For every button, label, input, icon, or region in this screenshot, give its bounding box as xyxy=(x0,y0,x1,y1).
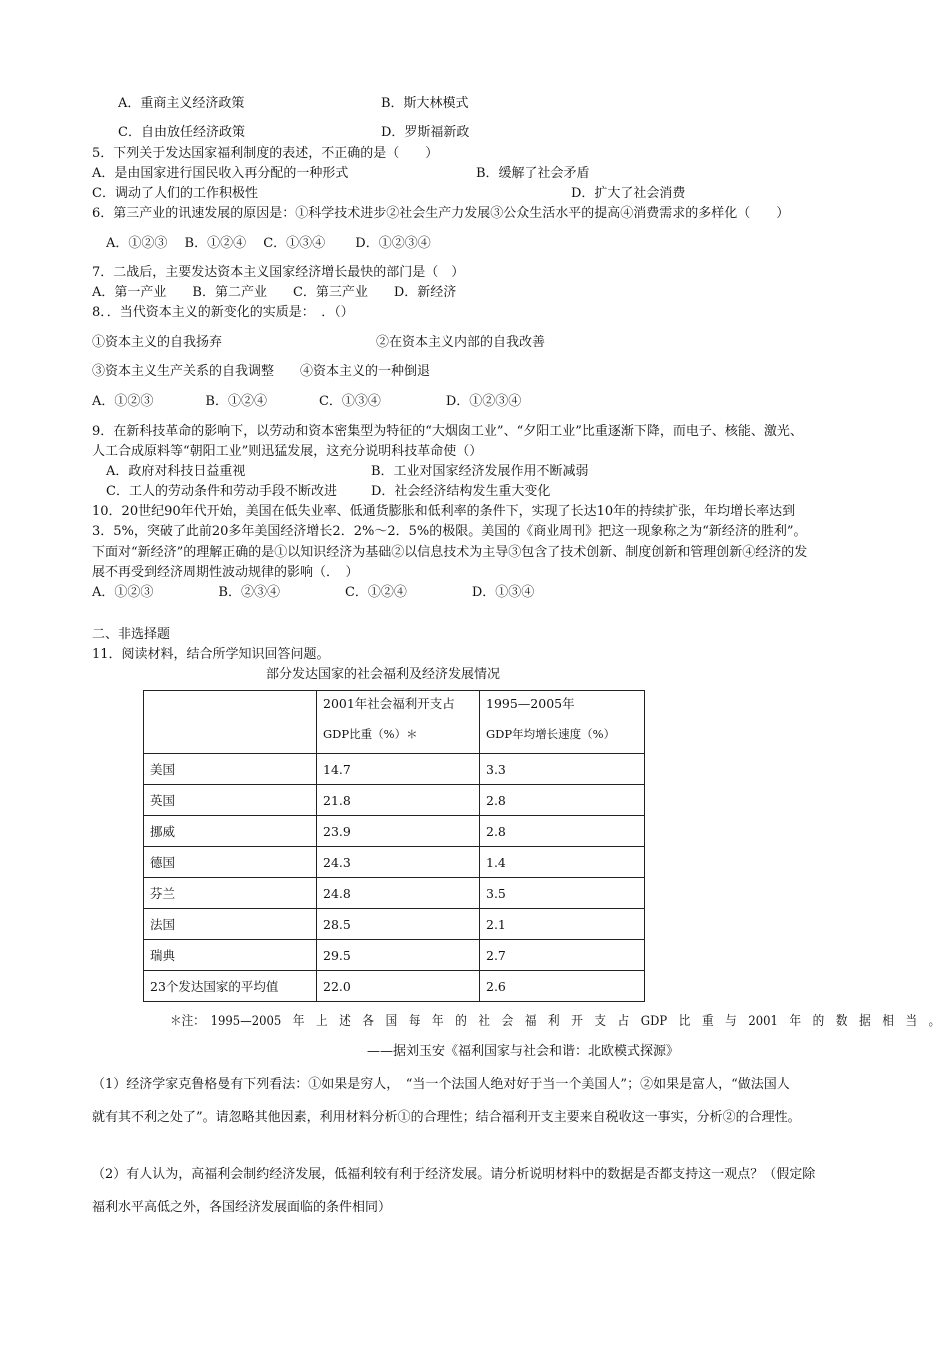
growth-cell: 2.1 xyxy=(480,909,645,940)
country-cell: 英国 xyxy=(144,785,317,816)
country-cell: 23个发达国家的平均值 xyxy=(144,971,317,1002)
text-line: B．缓解了社会矛盾 xyxy=(476,166,590,181)
text-line: （2）有人认为，高福利会制约经济发展，低福利较有利于经济发展。请分析说明材料中的数据是否都支持这一观点？（假定除 xyxy=(92,1167,816,1182)
text-line: A．第一产业 B．第二产业 C．第三产业 D．新经济 xyxy=(92,285,457,300)
table-row xyxy=(144,909,645,940)
growth-cell: 2.8 xyxy=(480,785,645,816)
text-line: C．调动了人们的工作积极性 xyxy=(92,186,258,201)
text-line: 11．阅读材料，结合所学知识回答问题。 xyxy=(92,647,330,662)
table-row xyxy=(144,785,645,816)
text-line: （1）经济学家克鲁格曼有下列看法：①如果是穷人， “当一个法国人绝对好于当一个美国人”；②如果是富人，“做法国人 xyxy=(92,1077,790,1092)
table-row xyxy=(144,754,645,785)
country-cell: 美国 xyxy=(144,754,317,785)
text-line: 3．5%，突破了此前20多年美国经济增长2．2%～2．5%的极限。美国的《商业周刊》把这一现象称之为“新经济的胜利”。 xyxy=(92,524,807,539)
country-cell: 德国 xyxy=(144,847,317,878)
text-line: 7．二战后，主要发达资本主义国家经济增长最快的部门是（ ） xyxy=(92,265,465,280)
text-line: A．是由国家进行国民收入再分配的一种形式 xyxy=(92,166,349,181)
text-line: ＊注： 1995—2005 年 上 述 各 国 每 年 的 社 会 福 利 开 支 占 GDP 比 重 与 2001 年 的 数 据 相 当 。 xyxy=(170,1014,941,1029)
text-line: 6．第三产业的讯速发展的原因是：①科学技术进步②社会生产力发展③公众生活水平的提高④消费需求的多样化（ ） xyxy=(92,206,790,221)
text-line: A．①②③ B．②③④ C．①②④ D．①③④ xyxy=(92,585,535,600)
growth-cell: 3.3 xyxy=(480,754,645,785)
welfare-table xyxy=(143,690,645,1002)
country-cell: 挪威 xyxy=(144,816,317,847)
text-line: B．工业对国家经济发展作用不断减弱 xyxy=(371,464,589,479)
header-country-cell xyxy=(144,691,317,754)
table-header-row xyxy=(144,691,645,754)
text-line: 人工合成原料等“朝阳工业”则迅猛发展，这充分说明科技革命使（） xyxy=(92,444,483,459)
text-line: 展不再受到经济周期性波动规律的影响（． ） xyxy=(92,565,359,580)
header-growth-line1: 1995—2005年 xyxy=(486,696,575,711)
table-row xyxy=(144,816,645,847)
text-line: 10．20世纪90年代开始，美国在低失业率、低通货膨胀和低利率的条件下，实现了长达10年的持续扩张，年均增长率达到 xyxy=(92,504,796,519)
text-line: ③资本主义生产关系的自我调整 ④资本主义的一种倒退 xyxy=(92,364,431,379)
header-growth-line2: GDP年均增长速度（%） xyxy=(486,727,616,741)
text-line: C．工人的劳动条件和劳动手段不断改进 xyxy=(106,484,337,499)
text-line: A．政府对科技日益重视 xyxy=(106,464,246,479)
header-welfare-cell xyxy=(317,691,480,754)
text-line: B．斯大林模式 xyxy=(381,96,469,111)
table-row xyxy=(144,878,645,909)
table-row xyxy=(144,847,645,878)
welfare-cell: 24.3 xyxy=(317,847,480,878)
text-line: D．扩大了社会消费 xyxy=(571,186,686,201)
text-line: 5．下列关于发达国家福利制度的表述，不正确的是（ ） xyxy=(92,146,439,161)
text-line: A．①②③ B．①②④ C．①③④ D．①②③④ xyxy=(106,236,431,251)
text-line: D．罗斯福新政 xyxy=(381,125,470,140)
welfare-cell: 14.7 xyxy=(317,754,480,785)
text-line: C．自由放任经济政策 xyxy=(118,125,245,140)
growth-cell: 2.8 xyxy=(480,816,645,847)
text-line: 9．在新科技革命的影响下，以劳动和资本密集型为特征的“大烟囱工业”、“夕阳工业”比重逐渐下降，而电子、核能、激光、 xyxy=(92,424,803,439)
table-row xyxy=(144,971,645,1002)
welfare-cell: 23.9 xyxy=(317,816,480,847)
country-cell: 芬兰 xyxy=(144,878,317,909)
text-line: 二、非选择题 xyxy=(92,627,171,642)
welfare-cell: 28.5 xyxy=(317,909,480,940)
header-welfare-line1: 2001年社会福利开支占 xyxy=(323,696,455,711)
text-line: A．重商主义经济政策 xyxy=(118,96,245,111)
welfare-cell: 22.0 xyxy=(317,971,480,1002)
text-line: 下面对“新经济”的理解正确的是①以知识经济为基础②以信息技术为主导③包含了技术创新、制度创新和管理创新④经济的发 xyxy=(92,545,808,560)
text-line: ①资本主义的自我扬弃 xyxy=(92,335,223,350)
text-line: ②在资本主义内部的自我改善 xyxy=(376,335,546,350)
text-line: 部分发达国家的社会福利及经济发展情况 xyxy=(266,667,501,682)
header-growth-cell xyxy=(480,691,645,754)
text-line: D．社会经济结构发生重大变化 xyxy=(371,484,551,499)
text-line: ——据刘玉安《福利国家与社会和谐：北欧模式探源》 xyxy=(367,1044,680,1059)
country-cell: 法国 xyxy=(144,909,317,940)
welfare-cell: 29.5 xyxy=(317,940,480,971)
growth-cell: 2.6 xyxy=(480,971,645,1002)
header-welfare-line2: GDP比重（%）＊ xyxy=(323,727,418,741)
text-line: 福利水平高低之外，各国经济发展面临的条件相同） xyxy=(92,1200,392,1215)
table-row xyxy=(144,940,645,971)
growth-cell: 2.7 xyxy=(480,940,645,971)
growth-cell: 3.5 xyxy=(480,878,645,909)
text-line: 8．．当代资本主义的新变化的实质是： ．（） xyxy=(92,305,354,320)
welfare-cell: 21.8 xyxy=(317,785,480,816)
text-line: A．①②③ B．①②④ C．①③④ D．①②③④ xyxy=(92,394,522,409)
welfare-cell: 24.8 xyxy=(317,878,480,909)
country-cell: 瑞典 xyxy=(144,940,317,971)
text-line: 就有其不利之处了”。请忽略其他因素，利用材料分析①的合理性；结合福利开支主要来自税收这一事实，分析②的合理性。 xyxy=(92,1110,801,1125)
growth-cell: 1.4 xyxy=(480,847,645,878)
